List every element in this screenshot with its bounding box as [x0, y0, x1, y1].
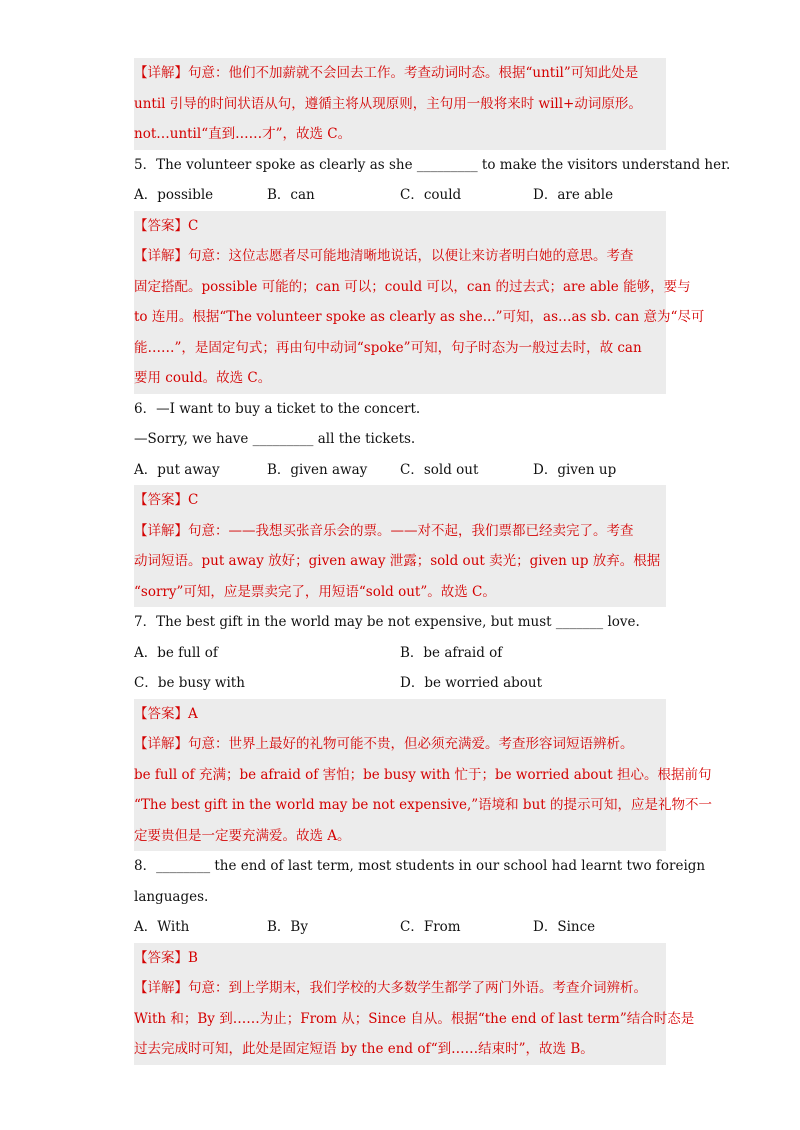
explanation-line: to 连用。根据“The volunteer spoke as clearly as she...”可知，as…as sb. can 意为“尽可: [134, 309, 705, 325]
explanation-line: 能……”，是固定句式；再由句中动词“spoke”可知，句子时态为一般过去时，故 can: [134, 339, 642, 356]
explanation-line: 定要贵但是一定要充满爱。故选 A。: [134, 827, 351, 844]
option-d: D．are able: [533, 187, 614, 203]
question-5: 5．The volunteer spoke as clearly as she _________ to make the visitors understand her.: [134, 156, 731, 173]
options-row: [134, 455, 666, 486]
option-d: D．Since: [533, 919, 596, 935]
question-8-line2: languages.: [134, 888, 209, 905]
answer-block: [134, 699, 712, 852]
option-a: A．be full of: [134, 644, 218, 661]
answer-line: 【答案】A: [134, 705, 198, 722]
option-c: C．could: [400, 187, 462, 203]
explanation-line: 【详解】句意：他们不加薪就不会回去工作。考查动词时态。根据“until”可知此处是: [134, 65, 639, 81]
option-b: B．be afraid of: [400, 644, 503, 661]
option-a: A．put away: [134, 461, 220, 478]
explanation-line: “The best gift in the world may be not expensive,”语境和 but 的提示可知，应是礼物不一: [134, 797, 712, 813]
answer-block: [134, 211, 705, 394]
explanation-line: 固定搭配。possible 可能的；can 可以；could 可以，can 的过去式；are able 能够，要与: [134, 278, 691, 295]
answer-line: 【答案】B: [134, 949, 198, 966]
options-row: [134, 638, 666, 669]
explanation-line: 过去完成时可知，此处是固定短语 by the end of“到……结束时”，故选 B。: [134, 1041, 594, 1057]
document-page: [134, 58, 731, 1065]
question-6: 6．—I want to buy a ticket to the concert.: [134, 400, 421, 417]
answer-line: 【答案】C: [134, 217, 199, 234]
options-row: [134, 180, 666, 211]
option-b: B．can: [267, 187, 315, 203]
option-c: C．be busy with: [134, 675, 245, 691]
explanation-line: With 和；By 到……为止；From 从；Since 自从。根据“the end of last term”结合时态是: [134, 1010, 695, 1027]
answer-block: [134, 943, 695, 1065]
explanation-line: 【详解】句意：——我想买张音乐会的票。——对不起，我们票都已经卖完了。考查: [134, 522, 634, 539]
option-a: A．possible: [134, 187, 214, 203]
explanation-line: 动词短语。put away 放好；given away 泄露；sold out 卖光；given up 放弃。根据: [134, 553, 661, 569]
option-d: D．be worried about: [400, 675, 543, 691]
explanation-line: “sorry”可知，应是票卖完了，用短语“sold out”。故选 C。: [134, 583, 496, 600]
explanation-line: 要用 could。故选 C。: [134, 370, 272, 386]
explanation-line: not…until“直到……才”，故选 C。: [134, 126, 352, 142]
options-row: [134, 668, 666, 699]
explanation-block: [134, 58, 666, 150]
answer-line: 【答案】C: [134, 492, 199, 508]
answer-block: [134, 485, 666, 607]
option-a: A．With: [134, 919, 190, 935]
option-b: B．given away: [267, 461, 368, 478]
option-d: D．given up: [533, 461, 617, 478]
option-b: B．By: [267, 919, 308, 935]
question-8: 8．________ the end of last term, most students in our school had learnt two foreign: [134, 858, 706, 874]
explanation-line: 【详解】句意：这位志愿者尽可能地清晰地说话，以便让来访者明白她的意思。考查: [134, 248, 634, 264]
explanation-line: until 引导的时间状语从句，遵循主将从现原则，主句用一般将来时 will+动词原形。: [134, 95, 642, 112]
options-row: [134, 912, 666, 943]
option-c: C．sold out: [400, 461, 479, 478]
explanation-line: 【详解】句意：世界上最好的礼物可能不贵，但必须充满爱。考查形容词短语辨析。: [134, 736, 634, 752]
option-c: C．From: [400, 919, 461, 935]
explanation-line: be full of 充满；be afraid of 害怕；be busy with 忙于；be worried about 担心。根据前句: [134, 766, 712, 783]
question-6-line2: —Sorry, we have _________ all the tickets.: [134, 431, 416, 447]
question-7: 7．The best gift in the world may be not expensive, but must _______ love.: [134, 614, 640, 630]
explanation-line: 【详解】句意：到上学期末，我们学校的大多数学生都学了两门外语。考查介词辨析。: [134, 980, 647, 996]
